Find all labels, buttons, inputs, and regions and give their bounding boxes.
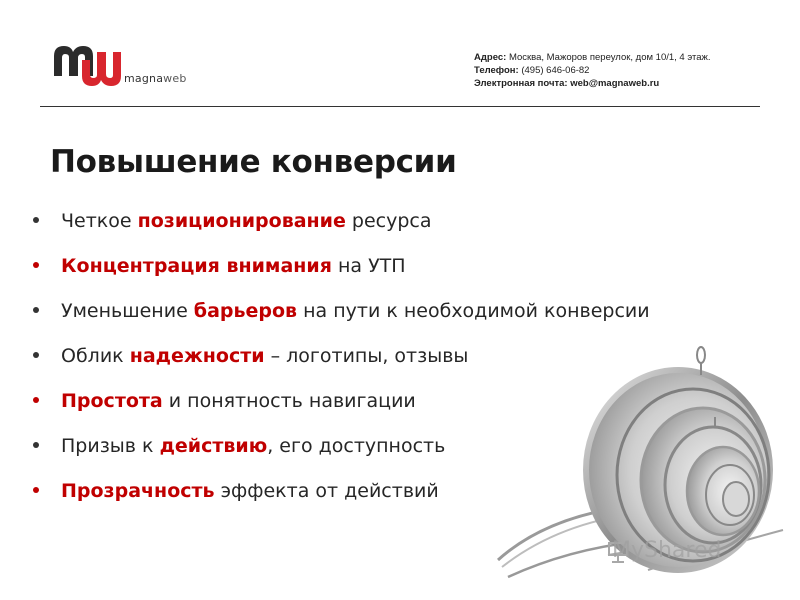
bullet-text-post: и понятность навигации <box>162 390 416 412</box>
email-link[interactable]: web@magnaweb.ru <box>567 78 660 89</box>
bullet-dot-icon <box>33 487 39 493</box>
bullet-dot-icon <box>33 307 39 313</box>
phone-label: Телефон: <box>474 65 519 76</box>
brand-name-a: magna <box>124 72 164 85</box>
address-value: Москва, Мажоров переулок, дом 10/1, 4 этаж. <box>506 52 711 63</box>
brand-name-b: web <box>163 72 187 85</box>
address-label: Адрес: <box>474 52 507 63</box>
bullet-text-post: ресурса <box>345 210 432 232</box>
bullet-text-post: на УТП <box>331 255 406 277</box>
contact-block <box>474 51 711 90</box>
brand-name <box>124 72 187 85</box>
bullet-dot-icon <box>33 442 39 448</box>
bullet-text-highlight: Прозрачность <box>61 480 215 502</box>
bullet-text-pre: Четкое <box>61 210 138 232</box>
email-line <box>474 77 711 90</box>
mw-logo-icon <box>52 42 124 92</box>
bullet-dot-icon <box>33 217 39 223</box>
bullet-dot-icon <box>33 397 39 403</box>
bullet-text-post: на пути к необходимой конверсии <box>297 300 650 322</box>
bullet-text-post: , его доступность <box>267 435 446 457</box>
bullet-text-pre: Уменьшение <box>61 300 194 322</box>
bullet-text-highlight: барьеров <box>193 300 298 322</box>
address-line <box>474 51 711 64</box>
bullet-text-highlight: надежности <box>129 345 265 367</box>
phone-line <box>474 64 711 77</box>
slide-title: Повышение конверсии <box>50 144 457 180</box>
magnaweb-logo <box>52 42 202 92</box>
email-label: Электронная почта: <box>474 78 568 89</box>
bullet-item <box>33 254 650 299</box>
phone-value: (495) 646-06-82 <box>518 65 590 76</box>
bullet-text-highlight: действию <box>159 435 268 457</box>
bullet-dot-icon <box>33 352 39 358</box>
bullet-text-post: – логотипы, отзывы <box>264 345 469 367</box>
bullet-text-highlight: позиционирование <box>137 210 346 232</box>
bullet-item <box>33 209 650 254</box>
header-divider <box>40 106 760 107</box>
bullet-text-highlight: Концентрация внимания <box>61 255 332 277</box>
bullet-text-post: эффекта от действий <box>214 480 439 502</box>
bullet-text-pre: Облик <box>61 345 130 367</box>
bullet-dot-icon <box>33 262 39 268</box>
bullet-item <box>33 299 650 344</box>
watermark-text: MyShared <box>612 538 722 563</box>
bullet-text-pre: Призыв к <box>61 435 160 457</box>
bullet-text-highlight: Простота <box>61 390 163 412</box>
